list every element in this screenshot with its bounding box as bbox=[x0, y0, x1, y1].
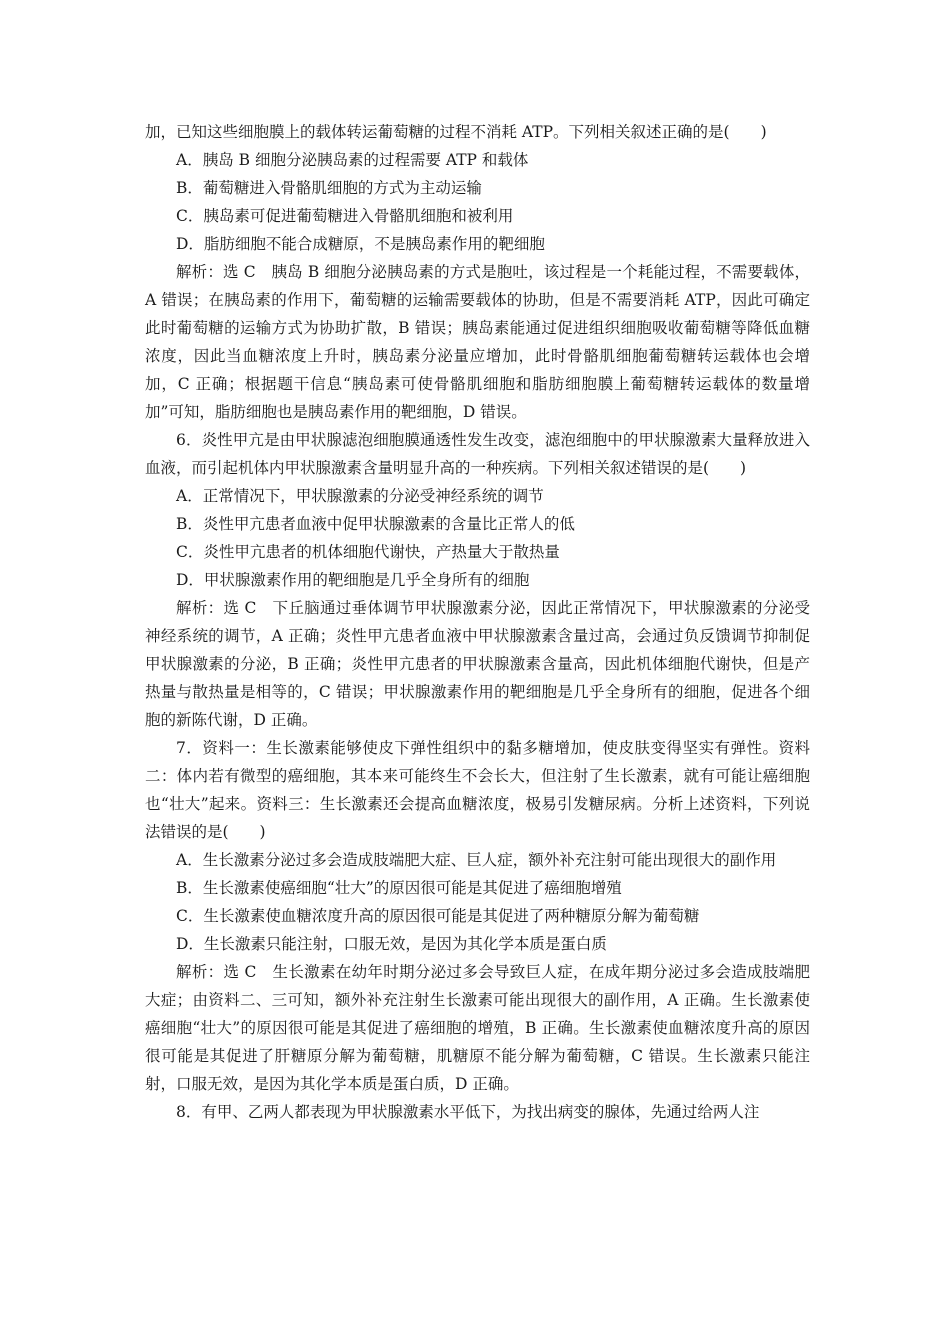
question-5-analysis: 解析：选 C 胰岛 B 细胞分泌胰岛素的方式是胞吐，该过程是一个耗能过程，不需要载体，A 错误；在胰岛素的作用下，葡萄糖的运输需要载体的协助，但是不需要消耗 ATP，因此可确定此时葡萄糖的运输方式为协助扩散，B 错误；胰岛素能通过促进组织细胞吸收葡萄糖等降低血糖浓度，因此当血糖浓度上升时，胰岛素分泌量应增加，此时骨骼肌细胞葡萄糖转运载体也会增加，C 正确；根据题干信息“胰岛素可使骨骼肌细胞和脂肪细胞膜上葡萄糖转运载体的数量增加”可知，脂肪细胞也是胰岛素作用的靶细胞，D 错误。 bbox=[145, 263, 810, 421]
question-7-option-b: B．生长激素使癌细胞“壮大”的原因很可能是其促进了癌细胞增殖 bbox=[176, 879, 622, 897]
question-5-option-d: D．脂肪细胞不能合成糖原，不是胰岛素作用的靶细胞 bbox=[176, 235, 545, 253]
question-7-option-c: C．生长激素使血糖浓度升高的原因很可能是其促进了两种糖原分解为葡萄糖 bbox=[176, 907, 700, 925]
question-6-option-a: A．正常情况下，甲状腺激素的分泌受神经系统的调节 bbox=[176, 487, 544, 505]
document-body bbox=[145, 118, 810, 1126]
question-5-option-b: B．葡萄糖进入骨骼肌细胞的方式为主动运输 bbox=[176, 179, 482, 197]
question-7-option-a: A．生长激素分泌过多会造成肢端肥大症、巨人症，额外补充注射可能出现很大的副作用 bbox=[176, 851, 777, 869]
question-7-analysis: 解析：选 C 生长激素在幼年时期分泌过多会导致巨人症，在成年期分泌过多会造成肢端肥大症；由资料二、三可知，额外补充注射生长激素可能出现很大的副作用，A 正确。生长激素使癌细胞“壮大”的原因很可能是其促进了癌细胞的增殖，B 正确。生长激素使血糖浓度升高的原因很可能是其促进了肝糖原分解为葡萄糖，肌糖原不能分解为葡萄糖，C 错误。生长激素只能注射，口服无效，是因为其化学本质是蛋白质，D 正确。 bbox=[145, 963, 810, 1093]
question-7-stem: 7．资料一：生长激素能够使皮下弹性组织中的黏多糖增加，使皮肤变得坚实有弹性。资料二：体内若有微型的癌细胞，其本来可能终生不会长大，但注射了生长激素，就有可能让癌细胞也“壮大”起来。资料三：生长激素还会提高血糖浓度，极易引发糖尿病。分析上述资料，下列说法错误的是( ) bbox=[145, 739, 810, 841]
question-5-stem-continuation: 加，已知这些细胞膜上的载体转运葡萄糖的过程不消耗 ATP。下列相关叙述正确的是( ) bbox=[145, 123, 767, 141]
question-7-option-d: D．生长激素只能注射，口服无效，是因为其化学本质是蛋白质 bbox=[176, 935, 607, 953]
question-5-option-a: A．胰岛 B 细胞分泌胰岛素的过程需要 ATP 和载体 bbox=[176, 151, 529, 169]
question-6-analysis: 解析：选 C 下丘脑通过垂体调节甲状腺激素分泌，因此正常情况下，甲状腺激素的分泌受神经系统的调节，A 正确；炎性甲亢患者血液中甲状腺激素含量过高，会通过负反馈调节抑制促甲状腺激素的分泌，B 正确；炎性甲亢患者的甲状腺激素含量高，因此机体细胞代谢快，但是产热量与散热量是相等的，C 错误；甲状腺激素作用的靶细胞是几乎全身所有的细胞，促进各个细胞的新陈代谢，D 正确。 bbox=[145, 599, 810, 729]
question-6-option-d: D．甲状腺激素作用的靶细胞是几乎全身所有的细胞 bbox=[176, 571, 530, 589]
question-6-stem: 6．炎性甲亢是由甲状腺滤泡细胞膜通透性发生改变，滤泡细胞中的甲状腺激素大量释放进入血液，而引起机体内甲状腺激素含量明显升高的一种疾病。下列相关叙述错误的是( ) bbox=[145, 431, 810, 477]
question-6-option-c: C．炎性甲亢患者的机体细胞代谢快，产热量大于散热量 bbox=[176, 543, 560, 561]
question-8-stem: 8．有甲、乙两人都表现为甲状腺激素水平低下，为找出病变的腺体，先通过给两人注 bbox=[176, 1103, 760, 1121]
question-5-option-c: C．胰岛素可促进葡萄糖进入骨骼肌细胞和被利用 bbox=[176, 207, 514, 225]
question-6-option-b: B．炎性甲亢患者血液中促甲状腺激素的含量比正常人的低 bbox=[176, 515, 575, 533]
